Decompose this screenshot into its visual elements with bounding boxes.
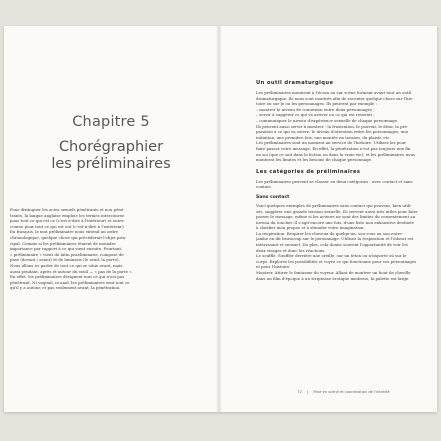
text-line: qu'il y a autour, et pas seulement avant, la pénétration. — [10, 285, 121, 291]
text-line: « préliminaire » vient du latin praeliminaris, composé de — [10, 251, 124, 257]
text-line: jambe en dit beaucoup sur le personnage. Utilisez la respiration et l'odorat est — [256, 236, 414, 242]
text-line: en soi (que ce soit dans la fiction ou dans la vraie vie), et les préliminaires nous — [256, 151, 416, 157]
section-1-body — [256, 90, 431, 163]
running-title: Mise en scène et coordination de l'intimité — [313, 390, 390, 394]
text-line: Les préliminaires sont un moment au service de l'histoire. Utilisez les pour — [256, 140, 407, 146]
footer-separator: | — [306, 390, 309, 394]
list-item: – communiquer le niveau d'expérience sexuelle de chaque personnage. — [256, 117, 399, 123]
text-line: Nous allons ici parler de tout ce qui se situe avant, mais — [10, 262, 123, 268]
text-line: prae (devant / avant) et de liminaris (le seuil, la porte). — [10, 257, 120, 263]
text-line: niveau du toucher. Il s'agit encore une fois, d'une liste non exhaustive destinée — [256, 219, 414, 225]
text-line: faire passer votre message. En effet, la pénétration n'est pas toujours une fin — [256, 145, 411, 151]
subsection-body — [256, 203, 431, 281]
text-line: à clarifier mon propos et à stimuler votre imagination. — [256, 225, 365, 231]
text-line: Le souffle. Souffler derrière une oreille, sur un téton ou n'importe où sur le — [256, 253, 407, 259]
text-line: aussi pendant, après et autour du seuil — « pas de la porte ». — [10, 268, 133, 274]
left-page — [4, 26, 218, 412]
text-line: toire ou sur le ou les personnages. Ils peuvent par exemple : — [256, 101, 378, 107]
text-line: intéressant et sensuel. Du plus, cela donne souvent l'opportunité de voir les — [256, 242, 408, 248]
text-line: paration à ce qui va suivre, le niveau d'attention entre les personnages, une — [256, 129, 409, 135]
book-spread — [4, 26, 437, 412]
chapter-title-line-2: les préliminaires — [51, 156, 171, 172]
text-line: pour tout ce qui est ce (c'est-à-dire à l'intérieur) et outer- — [10, 218, 125, 224]
chapter-intro-paragraph — [10, 207, 154, 291]
text-line: sés, suggérer une grande tension sexuelle. Ils servent aussi très utiles pour faire — [256, 208, 418, 214]
list-item: – montrer le niveau de connexion entre deux personnages ; — [256, 106, 375, 112]
section-2-body — [256, 179, 431, 190]
section-heading-dramaturgical-tool: Un outil dramaturgique — [256, 80, 334, 86]
list-item: – servir à suggérer ce qui va arriver ou ce qui est ressenti ; — [256, 112, 375, 118]
chapter-title-line-1: Chorégraphier — [58, 139, 164, 155]
text-line: Les préliminaires montrent à l'écran ou sur scène forment avant tout un outil — [256, 90, 411, 95]
text-line: pénétrant. Ni vaginal, ni anal, les préliminaires sont tout ce — [10, 279, 130, 285]
text-line: trants, la langue anglaise emploie les termes intercourse — [10, 212, 124, 218]
text-line: Montrer. Attirer le fantasme du voyeur. Allant de montrer un bout de cheville — [256, 270, 411, 276]
text-line: montrent les limites et les besoins de chaque personnage. — [256, 157, 373, 163]
text-line: contact. — [256, 184, 273, 190]
text-line: et pour l'histoire. — [256, 264, 291, 270]
text-line: chronologique, quelque chose qui précéderait l'objet prin- — [10, 234, 127, 240]
right-page — [220, 26, 437, 412]
text-line: cipal. Comme si les préliminaires étaient de moindre — [10, 240, 116, 246]
text-line: deux visages et donc les réactions. — [256, 247, 326, 253]
right-page-body — [256, 80, 431, 281]
text-line: dans un film d'époque à un striptease érotique moderne, la palette est large. — [256, 275, 410, 281]
text-line: Ils peuvent aussi servir à montrer : la frustration, le pouvoir, le désir, la pré- — [256, 123, 409, 129]
text-line: La respiration. Respirer les cheveux de quelqu'un, sou vous ou son entre- — [256, 230, 404, 236]
chapter-title — [4, 139, 218, 173]
text-line: En effet, les préliminaires désignent tout ce qui n'est pas — [10, 274, 125, 280]
page-number: 72 — [297, 390, 302, 394]
text-line: importance par rapport à ce qui vient ensuite. Pourtant, — [10, 246, 123, 252]
text-line: course pour tout ce qui est out (c'est-à-dire à l'extérieur). — [10, 223, 125, 229]
text-line: En français, le mot préliminaire nous entend un ordre — [10, 229, 118, 235]
page-footer — [256, 390, 431, 395]
text-line: Voici quelques exemples de préliminaires sans contact qui peuvent, bien utili- — [256, 202, 412, 208]
text-line: Pour distinguer les actes sexuels pénétrants et non péné- — [10, 207, 125, 212]
text-line: Les préliminaires peuvent se classer en deux catégories : avec contact et sans — [256, 178, 413, 184]
text-line: dramaturgique. Ils nous sont montrés afin de raconter quelque chose sur l'his- — [256, 95, 414, 101]
text-line: passer le message, même si les acteurs ne sont des limites du consentement au — [256, 214, 416, 220]
text-line: corps. Explorez les possibilités et voyez ce qui fonctionne pour vos personnages — [256, 258, 417, 264]
chapter-label: Chapitre 5 — [72, 114, 150, 130]
subsection-heading-no-contact: Sans contact — [256, 194, 290, 200]
text-line: initiation, une première fois, une montée en tension, du plaisir, etc. — [256, 134, 391, 140]
section-heading-categories: Les catégories de préliminaires — [256, 168, 361, 175]
